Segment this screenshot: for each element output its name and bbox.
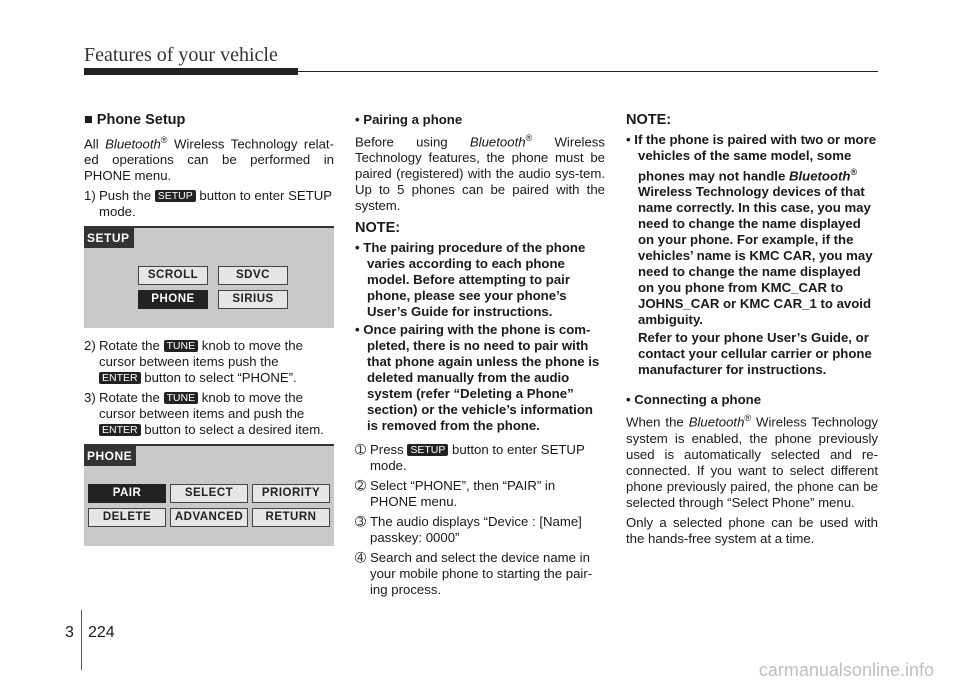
connecting-heading: • Connecting a phone bbox=[626, 392, 762, 408]
screen-btn-delete: DELETE bbox=[88, 508, 166, 527]
pairing-step-2: ➁ Select “PHONE”, then “PAIR” in PHONE menu. bbox=[355, 478, 556, 510]
footer-divider bbox=[81, 610, 82, 670]
screen-btn-return: RETURN bbox=[252, 508, 330, 527]
note-item: • The pairing procedure of the phone varies according to each phone model. Before attempting to pair phone, please see your phone’s User’s Guide for instructions. bbox=[355, 240, 586, 320]
page-number: 224 bbox=[88, 624, 115, 641]
note-item: • Once pairing with the phone is com-pleted, there is no need to pair with that phone again unless the phone is deleted manually from the audio system (refer “Deleting a Phone” section) or the vehicle’s information is removed from the phone. bbox=[355, 322, 600, 434]
setup-button-badge: SETUP bbox=[407, 444, 448, 456]
setup-step-1: 1) Push the SETUP button to enter SETUP mode. bbox=[84, 188, 332, 220]
screen-label-phone: PHONE bbox=[84, 446, 136, 466]
tune-knob-badge: TUNE bbox=[164, 392, 199, 404]
screen-btn-select: SELECT bbox=[170, 484, 248, 503]
column-left bbox=[84, 112, 334, 556]
pairing-step-1: ➀ Press SETUP button to enter SETUP mode. bbox=[355, 442, 585, 474]
note-title: NOTE: bbox=[626, 112, 672, 128]
screen-btn-priority: PRIORITY bbox=[252, 484, 330, 503]
note-item: • If the phone is paired with two or more vehicles of the same model, some phones may not handle Bluetooth® Wireless Technology devices of that name correctly. In this case, you may need to change the name displayed on your phone. For example, if the vehicles’ name is KMC CAR, you may need to change the name displayed on you phone from KMC_CAR to JOHNS_CAR or KMC CAR_1 to avoid ambiguity. bbox=[626, 132, 877, 328]
header-rule-thick bbox=[84, 68, 298, 75]
screen-btn-pair: PAIR bbox=[88, 484, 166, 503]
setup-step-2: 2) Rotate the TUNE knob to move the cursor between items push the ENTER button to select “PHONE”. bbox=[84, 338, 303, 386]
screen-btn-phone: PHONE bbox=[138, 290, 208, 309]
phone-screen-image bbox=[84, 444, 334, 546]
screen-btn-sdvc: SDVC bbox=[218, 266, 288, 285]
watermark-text: carmanualsonline.info bbox=[758, 660, 934, 680]
connecting-paragraph-2: Only a selected phone can be used with the hands-free system at a time. bbox=[626, 514, 878, 546]
pairing-step-3: ➂ The audio displays “Device : [Name] passkey: 0000” bbox=[355, 514, 582, 546]
setup-screen-image bbox=[84, 226, 334, 328]
enter-button-badge: ENTER bbox=[99, 424, 141, 436]
section-title: ■ Phone Setup bbox=[84, 112, 186, 128]
column-right bbox=[626, 112, 878, 551]
intro-paragraph: All Bluetooth® Wireless Technology relat-ed operations can be performed in PHONE menu. bbox=[84, 135, 334, 184]
page-header-title: Features of your vehicle bbox=[84, 44, 278, 66]
screen-btn-advanced: ADVANCED bbox=[170, 508, 248, 527]
pairing-paragraph: Before using Bluetooth® Wireless Technology features, the phone must be paired (registered) with the audio sys-tem. Up to 5 phones can be paired with the system. bbox=[355, 133, 605, 214]
column-middle bbox=[355, 112, 605, 602]
pairing-step-4: ➃ Search and select the device name in your mobile phone to starting the pair-ing process. bbox=[355, 550, 593, 598]
screen-btn-scroll: SCROLL bbox=[138, 266, 208, 285]
connecting-paragraph: When the Bluetooth® Wireless Technology system is enabled, the phone previously used is automatically selected and re-connected. If you want to select different phone previously paired, the phone can be selected through “Select Phone” menu. bbox=[626, 413, 878, 510]
note-item-continued: Refer to your phone User’s Guide, or contact your cellular carrier or phone manufacturer for instructions. bbox=[638, 330, 872, 378]
pairing-heading: • Pairing a phone bbox=[355, 112, 463, 127]
screen-label-setup: SETUP bbox=[84, 228, 134, 248]
enter-button-badge: ENTER bbox=[99, 372, 141, 384]
setup-button-badge: SETUP bbox=[155, 190, 196, 202]
header-rule-thin bbox=[298, 71, 878, 72]
screen-btn-sirius: SIRIUS bbox=[218, 290, 288, 309]
setup-step-3: 3) Rotate the TUNE knob to move the cursor between items and push the ENTER button to select a desired item. bbox=[84, 390, 324, 438]
tune-knob-badge: TUNE bbox=[164, 340, 199, 352]
note-title: NOTE: bbox=[355, 220, 401, 237]
chapter-number: 3 bbox=[65, 624, 74, 641]
